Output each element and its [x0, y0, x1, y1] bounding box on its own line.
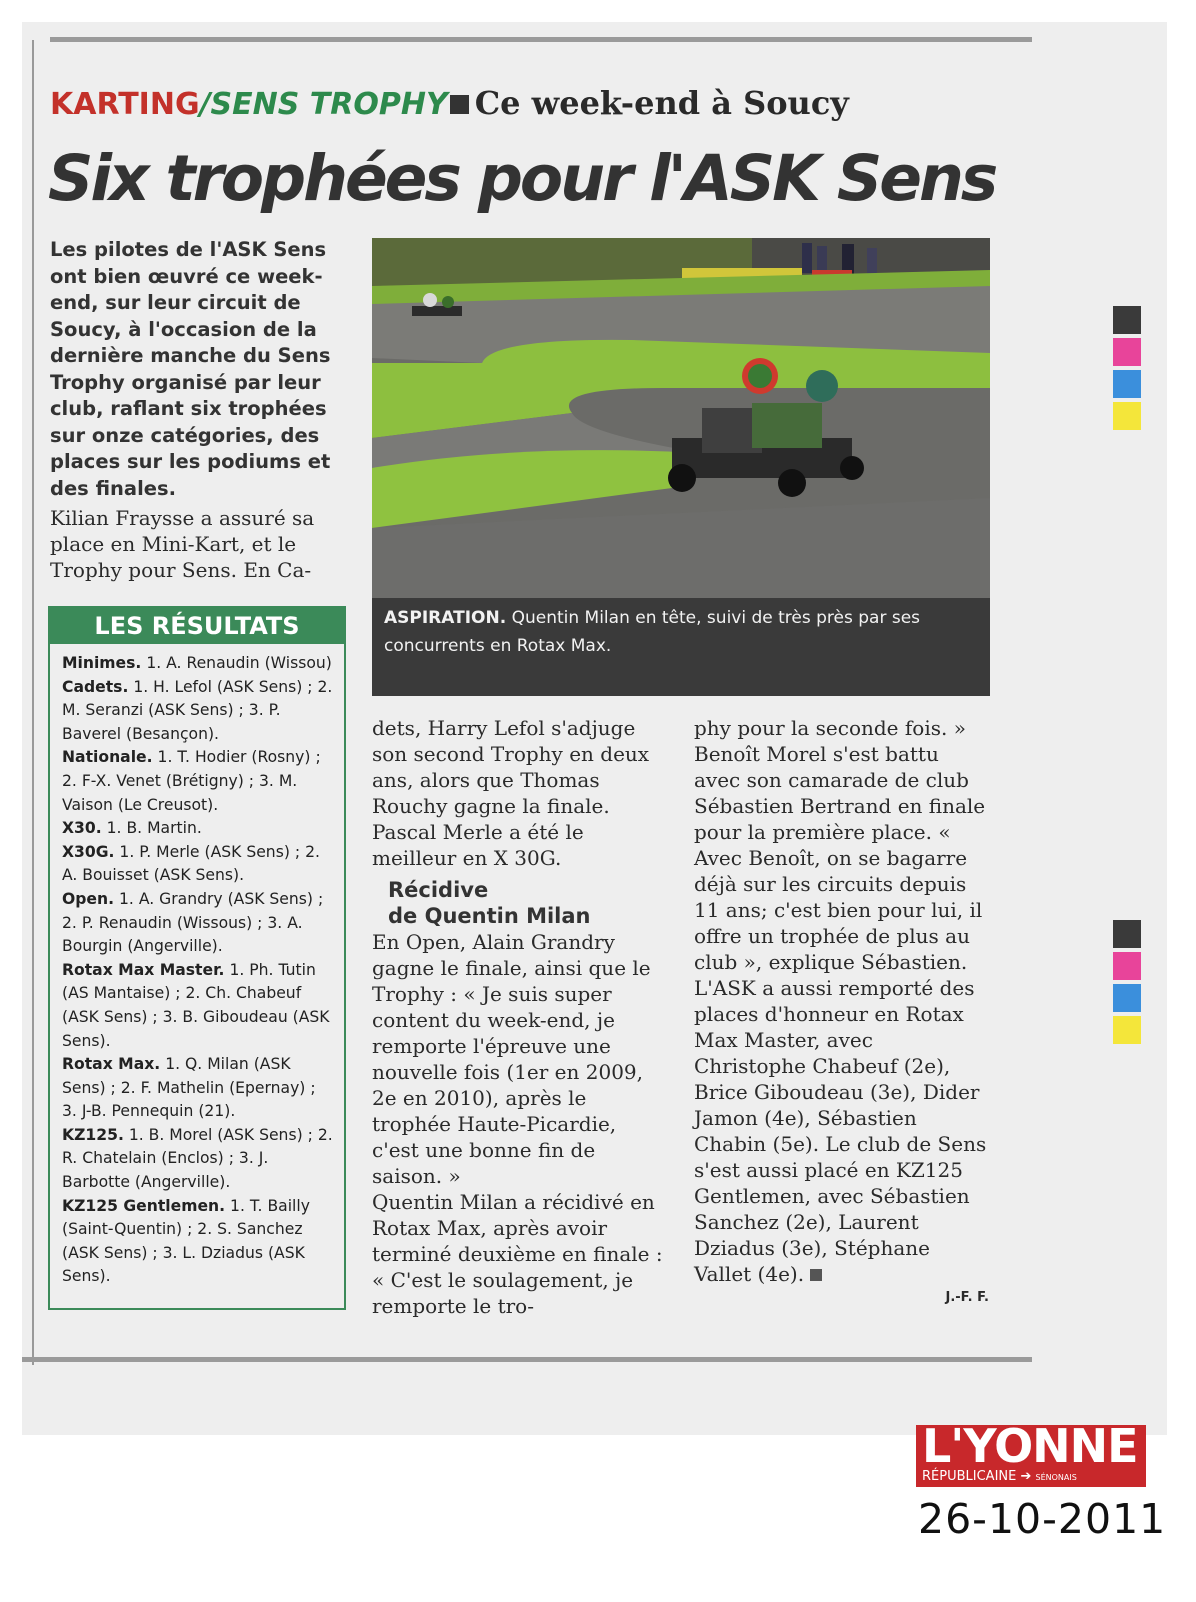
result-text: 1. Ph. Tutin (AS Mantaise) ; 2. Ch. Chabeuf (ASK Sens) ; 3. B. Giboudeau (ASK Sens).: [62, 960, 330, 1050]
result-entry: [62, 817, 334, 841]
col2-paragraph-1: dets, Harry Lefol s'adjuge son second Trophy en deux ans, alors que Thomas Rouchy gagne la finale. Pascal Merle a été le meilleur en X 30G.: [372, 716, 650, 870]
result-text: 1. P. Merle (ASK Sens) ; 2. A. Bouisset (ASK Sens).: [62, 842, 320, 885]
results-list: [50, 644, 344, 1289]
col3-paragraph-1: phy pour la seconde fois. »: [694, 716, 966, 740]
result-text: 1. A. Renaudin (Wissou): [146, 654, 332, 672]
subhead-line-1: Récidive: [388, 878, 489, 902]
result-text: 1. T. Hodier (Rosny) ; 2. F-X. Venet (Brétigny) ; 3. M. Vaison (Le Creusot).: [62, 748, 321, 814]
caption-label: ASPIRATION.: [384, 608, 507, 628]
color-swatch-cyan: [1113, 984, 1141, 1012]
col2-paragraph-2: En Open, Alain Grandry gagne le finale, ainsi que le Trophy : « Je suis super content du week-end, je remporte l'épreuve une nouvelle fois (1er en 2009, 2e en 2010), après le trophée Haute-Picardie, c'est une bonne fin de saison. »: [372, 930, 651, 1188]
karting-photo-image: [372, 238, 990, 598]
kicker-place: Ce week-end à Soucy: [474, 84, 849, 122]
left-rule: [32, 40, 34, 1365]
caption-text: Quentin Milan en tête, suivi de très près par ses concurrents en Rotax Max.: [384, 608, 921, 656]
subhead: [372, 877, 667, 929]
article-intro: Les pilotes de l'ASK Sens ont bien œuvré ce week-end, sur leur circuit de Soucy, à l'occasion de la dernière manche du Sens Trophy organisé par leur club, raflant six trophées sur onze catégories, des places sur les podiums et des finales.: [50, 238, 331, 500]
logo-subtitle: RÉPUBLICAINE ➔ SÉNONAIS: [922, 1469, 1077, 1484]
color-swatch-yellow: [1113, 1016, 1141, 1044]
col3-paragraph-2-text: Benoît Morel s'est battu avec son camarade de club Sébastien Bertrand en finale pour la première place. « Avec Benoît, on se bagarre déjà sur les circuits depuis 11 ans; c'est bien pour lui, il offre un trophée de plus au club », explique Sébastien. L'ASK a aussi remporté des places d'honneur en Rotax Max Master, avec Christophe Chabeuf (2e), Brice Giboudeau (3e), Dider Jamon (4e), Sébastien Chabin (5e). Le club de Sens s'est aussi placé en KZ125 Gentlemen, avec Sébastien Sanchez (2e), Laurent Dziadus (3e), Stéphane Vallet (4e).: [694, 742, 987, 1286]
logo-subtitle-text: RÉPUBLICAINE: [922, 1469, 1017, 1484]
kicker-category: KARTING: [50, 87, 200, 122]
result-category: X30G.: [62, 842, 115, 861]
photo-caption: [372, 598, 990, 696]
result-category: Nationale.: [62, 748, 153, 767]
result-category: Cadets.: [62, 677, 129, 696]
result-category: Minimes.: [62, 654, 142, 672]
kicker-square-icon: [450, 95, 469, 114]
result-category: Rotax Max.: [62, 1055, 161, 1074]
results-title: LES RÉSULTATS: [50, 608, 344, 644]
article-col3: [694, 715, 989, 1309]
karting-photo: [372, 238, 990, 598]
result-entry: [62, 652, 334, 676]
result-text: 1. B. Martin.: [106, 819, 202, 838]
end-mark-icon: [810, 1269, 822, 1281]
result-entry: [62, 1053, 334, 1124]
result-category: Rotax Max Master.: [62, 960, 225, 979]
color-swatch-dark: [1113, 920, 1141, 948]
color-swatch-dark: [1113, 306, 1141, 334]
color-swatch-magenta: [1113, 952, 1141, 980]
subhead-line-2: de Quentin Milan: [388, 904, 591, 928]
results-box: [48, 606, 346, 1310]
logo-edition: SÉNONAIS: [1035, 1473, 1077, 1482]
article-col1: Kilian Fraysse a assuré sa place en Mini-Kart, et le Trophy pour Sens. En Ca-: [50, 506, 315, 582]
result-text: 1. T. Bailly (Saint-Quentin) ; 2. S. Sanchez (ASK Sens) ; 3. L. Dziadus (ASK Sens).: [62, 1196, 310, 1286]
bottom-rule: [22, 1357, 1032, 1362]
newspaper-clipping: [22, 22, 1167, 1435]
article-col2: [372, 715, 667, 1319]
author-signature: J.-F. F.: [945, 1290, 989, 1305]
result-category: KZ125.: [62, 1125, 124, 1144]
result-text: 1. A. Grandry (ASK Sens) ; 2. P. Renaudin (Wissous) ; 3. A. Bourgin (Angerville).: [62, 889, 324, 956]
newspaper-logo: [916, 1425, 1146, 1487]
result-entry: [62, 1195, 334, 1289]
col3-paragraph-2: [694, 741, 989, 1287]
color-swatch-yellow: [1113, 402, 1141, 430]
result-entry: [62, 959, 334, 1053]
result-text: 1. H. Lefol (ASK Sens) ; 2. M. Seranzi (ASK Sens) ; 3. P. Baverel (Besançon).: [62, 677, 333, 743]
color-swatch-cyan: [1113, 370, 1141, 398]
result-category: Open.: [62, 889, 115, 908]
article-kicker: [50, 84, 849, 122]
top-rule: [50, 37, 1032, 42]
result-entry: [62, 1124, 334, 1195]
result-entry: [62, 676, 334, 747]
result-category: X30.: [62, 819, 102, 838]
result-entry: [62, 746, 334, 817]
result-entry: [62, 841, 334, 888]
result-category: KZ125 Gentlemen.: [62, 1196, 226, 1215]
kicker-event: /SENS TROPHY: [199, 87, 448, 122]
logo-name: L'YONNE: [922, 1425, 1138, 1473]
result-text: 1. Q. Milan (ASK Sens) ; 2. F. Mathelin (Epernay) ; 3. J-B. Pennequin (21).: [62, 1055, 316, 1121]
publication-date: 26-10-2011: [918, 1495, 1167, 1543]
result-entry: [62, 888, 334, 959]
color-swatch-magenta: [1113, 338, 1141, 366]
result-text: 1. B. Morel (ASK Sens) ; 2. R. Chatelain (Enclos) ; 3. J. Barbotte (Angerville).: [62, 1125, 333, 1192]
col2-paragraph-3: Quentin Milan a récidivé en Rotax Max, après avoir terminé deuxième en finale : « C'est le soulagement, je remporte le tro-: [372, 1190, 663, 1318]
headline: Six trophées pour l'ASK Sens: [48, 142, 996, 215]
